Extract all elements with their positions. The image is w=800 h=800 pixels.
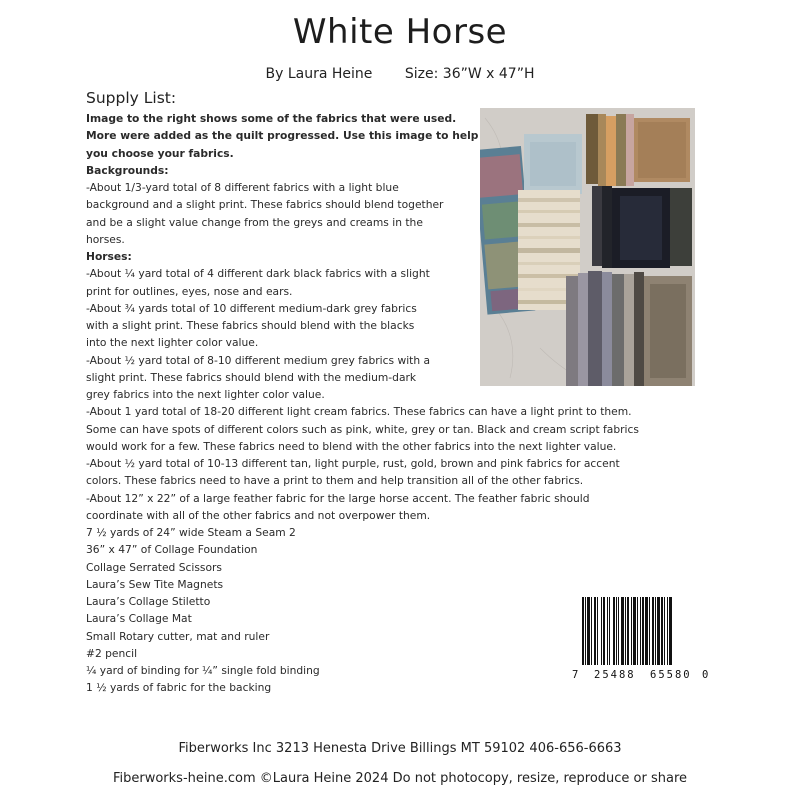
supply-line: Image to the right shows some of the fabrics that were used. [86,112,457,125]
supply-line: 36” x 47” of Collage Foundation [86,543,258,557]
byline [0,66,800,82]
barcode-bar [587,597,590,665]
barcode-bar [645,597,648,665]
barcode-bar [642,597,644,665]
barcode-bar [657,597,660,665]
barcode-digit-left: 25488 [594,669,636,681]
supply-line: colors. These fabrics need to have a print to them and help transition all of the other fabrics. [86,474,584,488]
barcode-bar [664,597,665,665]
barcode-bar [631,597,632,665]
barcode-bar [667,597,668,665]
supply-line: Small Rotary cutter, mat and ruler [86,629,270,643]
supply-line: grey fabrics into the next lighter color value. [86,388,325,401]
barcode-bar [669,597,672,665]
supply-line: ¼ yard of binding for ¼” single fold binding [86,664,320,677]
footer-address: Fiberworks Inc 3213 Henesta Drive Billings MT 59102 406-656-6663 [178,741,622,756]
pattern-title: White Horse [292,12,508,52]
barcode-bar [621,597,624,665]
supply-line: -About ¼ yard total of 4 different dark black fabrics with a slight [86,267,430,281]
barcode-bar [633,597,636,665]
barcode-bar [591,597,592,665]
quilt-size: Size: 36”W x 47”H [404,66,535,82]
supply-line: Some can have spots of different colors such as pink, white, grey or tan. Black and cream script fabrics [86,422,639,436]
barcode-bar [616,597,617,665]
supply-line: Laura’s Collage Stiletto [86,595,211,608]
barcode-bar [637,597,638,665]
barcode-bar [618,597,619,665]
supply-line: Collage Serrated Scissors [86,560,222,574]
barcode-bar [603,597,605,665]
supply-list-heading: Supply List: [86,89,177,107]
supply-line: 1 ½ yards of fabric for the backing [86,681,272,695]
supply-line: #2 pencil [86,646,138,660]
barcode-bar [640,597,641,665]
barcode-bar [582,597,584,665]
barcode-bar [609,597,610,665]
footer-copyright: Fiberworks-heine.com ©Laura Heine 2024 Do not photocopy, resize, reproduce or share [112,771,688,786]
supply-line: -About ½ yard total of 10-13 different tan, light purple, rust, gold, brown and pink fabrics for accent [86,457,620,470]
barcode-bar [597,597,598,665]
barcode-digit-first: 7 [572,669,579,681]
supply-line: Laura’s Collage Mat [86,612,192,626]
barcode-bar [594,597,596,665]
author: By Laura Heine [265,66,373,82]
barcode-bar [661,597,663,665]
supply-line: Backgrounds: [86,163,169,177]
supply-line: with a slight print. These fabrics should blend with the blacks [86,319,415,332]
supply-line: Horses: [86,250,132,263]
barcode-bar [613,597,615,665]
supply-line: horses. [86,232,125,246]
supply-line: and be a slight value change from the greys and creams in the [86,215,423,229]
supply-line: -About 12” x 22” of a large feather fabric for the large horse accent. The feather fabric should [86,491,590,505]
supply-line: into the next lighter color value. [86,336,259,350]
supply-line: background and a slight print. These fabrics should blend together [86,198,444,212]
supply-line: -About ½ yard total of 8-10 different medium grey fabrics with a [86,353,431,367]
supply-line: print for outlines, eyes, nose and ears. [86,284,293,298]
barcode-bar [607,597,608,665]
barcode-bar [585,597,586,665]
barcode-digit-right: 65580 [650,669,692,681]
supply-line: slight print. These fabrics should blend with the medium-dark [86,370,417,384]
barcode-bar [652,597,654,665]
barcode-bar [625,597,626,665]
supply-line: -About 1/3-yard total of 8 different fabrics with a light blue [86,181,399,194]
barcode-bar [627,597,629,665]
supply-line: would work for a few. These fabrics need to blend with the other fabrics into the next lighter value. [86,439,617,453]
supply-line: you choose your fabrics. [86,146,234,160]
barcode-bar [601,597,602,665]
supply-line: -About ¾ yards total of 10 different medium-dark grey fabrics [86,301,417,315]
barcode-digit-last: 0 [702,669,709,681]
supply-line: 7 ½ yards of 24” wide Steam a Seam 2 [86,526,296,539]
supply-line: More were added as the quilt progressed. Use this image to help [86,129,479,143]
barcode-bar [649,597,650,665]
barcode [572,597,710,687]
supply-line: coordinate with all of the other fabrics and not overpower them. [86,508,431,522]
supply-line: Laura’s Sew Tite Magnets [86,577,224,591]
barcode-bar [655,597,656,665]
supply-line: -About 1 yard total of 18-20 different light cream fabrics. These fabrics can have a light print to them. [86,405,632,419]
fabrics-photo [480,108,695,386]
